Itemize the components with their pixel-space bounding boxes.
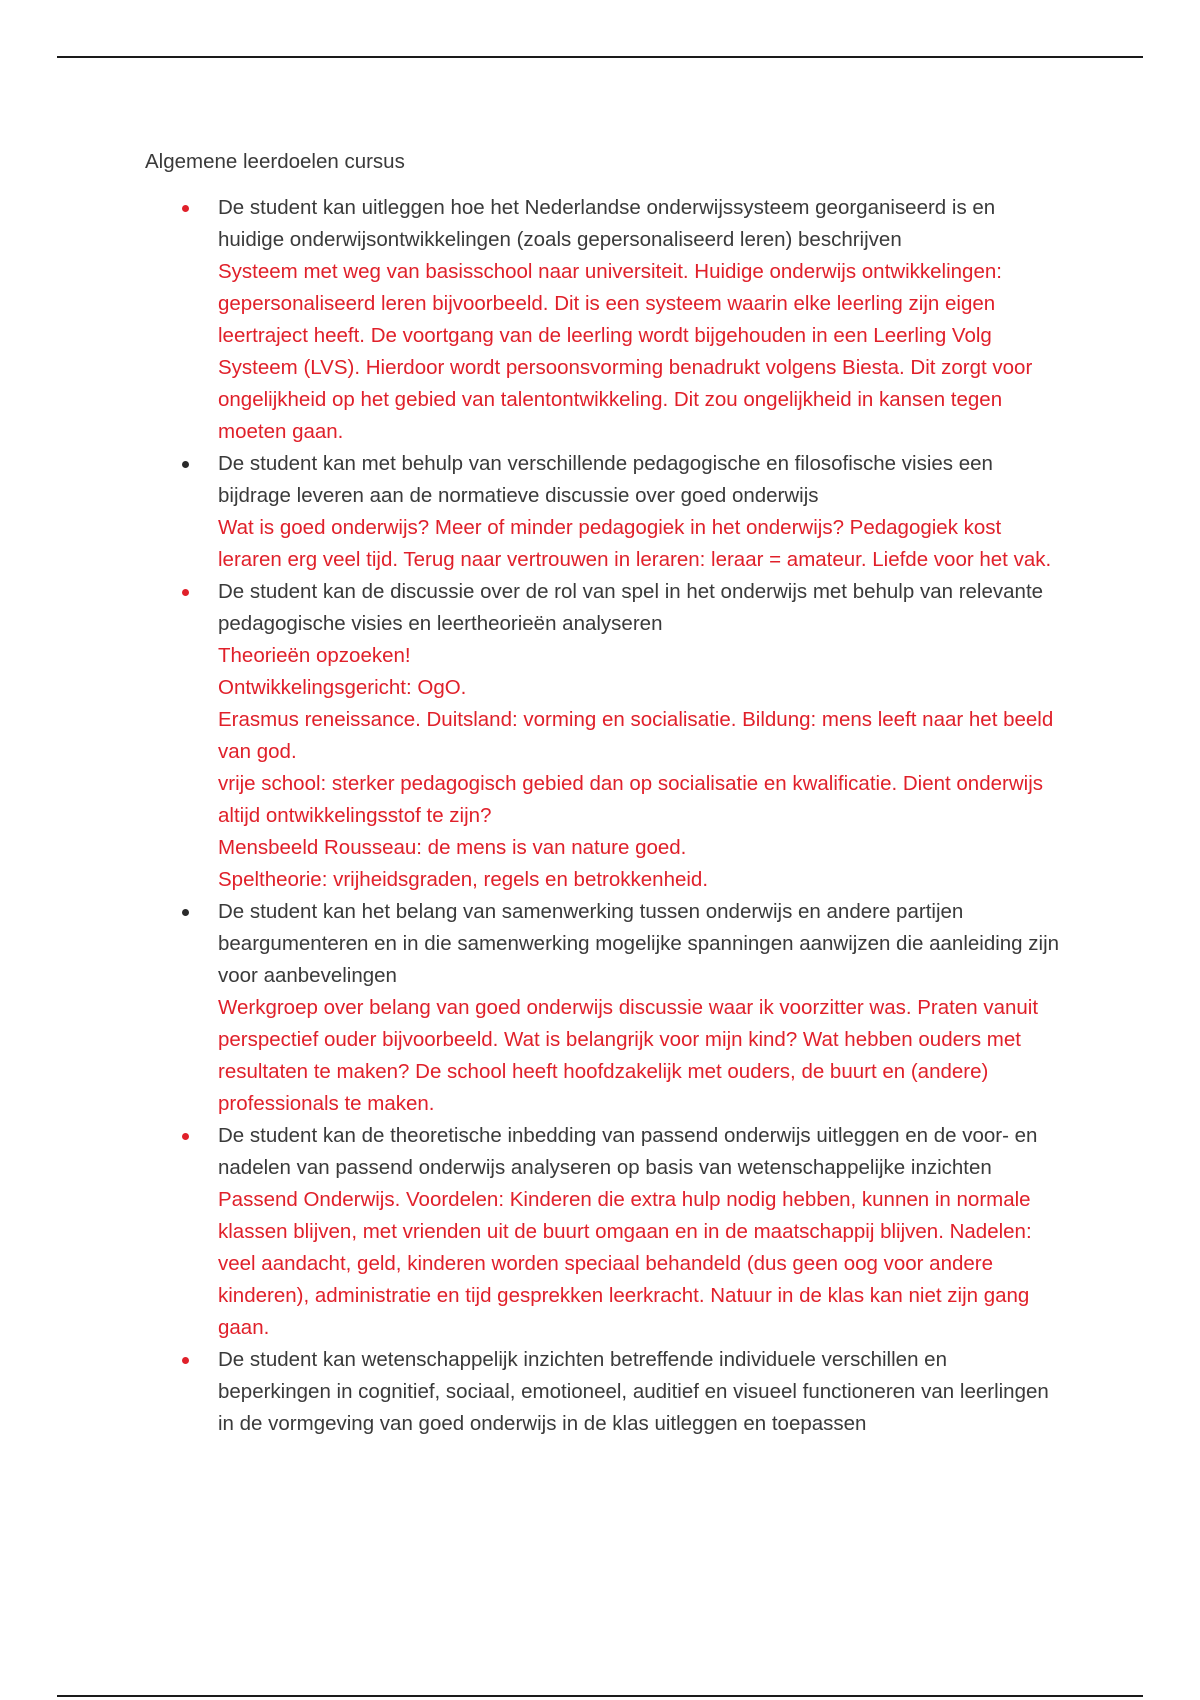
student-note: vrije school: sterker pedagogisch gebied dan op socialisatie en kwalificatie. Dient onderwijs altijd ontwikkelingsstof te zijn?	[218, 772, 1044, 827]
learning-goal-text: De student kan de theoretische inbedding van passend onderwijs uitleggen en de voor- en nadelen van passend onderwijs analyseren op basis van wetenschappelijke inzichten	[218, 1124, 1038, 1179]
student-note: Speltheorie: vrijheidsgraden, regels en betrokkenheid.	[218, 868, 709, 891]
learning-goal-item	[145, 1120, 1065, 1344]
student-note: Passend Onderwijs. Voordelen: Kinderen die extra hulp nodig hebben, kunnen in normale klassen blijven, met vrienden uit de buurt omgaan en in de maatschappij blijven. Nadelen: veel aandacht, geld, kinderen worden speciaal behandeld (dus geen oog voor andere kinderen), administratie en tijd gesprekken leerkracht. Natuur in de klas kan niet zijn gang gaan.	[218, 1188, 1032, 1339]
document-body	[145, 146, 1065, 1440]
learning-goal-text: De student kan uitleggen hoe het Nederlandse onderwijssysteem georganiseerd is en huidige onderwijsontwikkelingen (zoals gepersonaliseerd leren) beschrijven	[218, 196, 996, 251]
learning-goal-item	[145, 896, 1065, 1120]
learning-goal-text: De student kan met behulp van verschillende pedagogische en filosofische visies een bijdrage leveren aan de normatieve discussie over goed onderwijs	[218, 452, 993, 507]
learning-goals-list	[145, 192, 1065, 1440]
header-rule	[57, 56, 1143, 58]
bullet-dot-icon	[182, 1357, 189, 1364]
bullet-dot-icon	[182, 461, 189, 468]
student-note: Ontwikkelingsgericht: OgO.	[218, 676, 467, 699]
learning-goal-item	[145, 1344, 1065, 1440]
learning-goal-text: De student kan de discussie over de rol van spel in het onderwijs met behulp van relevante pedagogische visies en leertheorieën analyseren	[218, 580, 1044, 635]
learning-goal-text: De student kan wetenschappelijk inzichten betreffende individuele verschillen en beperkingen in cognitief, sociaal, emotioneel, auditief en visueel functioneren van leerlingen in de vormgeving van goed onderwijs in de klas uitleggen en toepassen	[218, 1348, 1049, 1435]
student-note: Werkgroep over belang van goed onderwijs discussie waar ik voorzitter was. Praten vanuit perspectief ouder bijvoorbeeld. Wat is belangrijk voor mijn kind? Wat hebben ouders met resultaten te maken? De school heeft hoofdzakelijk met ouders, de buurt en (andere) professionals te maken.	[218, 996, 1039, 1115]
bullet-dot-icon	[182, 589, 189, 596]
bullet-dot-icon	[182, 909, 189, 916]
learning-goal-item	[145, 576, 1065, 896]
footer-rule	[57, 1695, 1143, 1697]
document-title: Algemene leerdoelen cursus	[145, 150, 405, 173]
student-note: Theorieën opzoeken!	[218, 644, 411, 667]
student-note: Mensbeeld Rousseau: de mens is van nature goed.	[218, 836, 687, 859]
bullet-dot-icon	[182, 205, 189, 212]
bullet-dot-icon	[182, 1133, 189, 1140]
student-note: Erasmus reneissance. Duitsland: vorming en socialisatie. Bildung: mens leeft naar het beeld van god.	[218, 708, 1054, 763]
learning-goal-item	[145, 448, 1065, 576]
learning-goal-item	[145, 192, 1065, 448]
student-note: Wat is goed onderwijs? Meer of minder pedagogiek in het onderwijs? Pedagogiek kost leraren erg veel tijd. Terug naar vertrouwen in leraren: leraar = amateur. Liefde voor het vak.	[218, 516, 1052, 571]
student-note: Systeem met weg van basisschool naar universiteit. Huidige onderwijs ontwikkelingen: gepersonaliseerd leren bijvoorbeeld. Dit is een systeem waarin elke leerling zijn eigen leertraject heeft. De voortgang van de leerling wordt bijgehouden in een Leerling Volg Systeem (LVS). Hierdoor wordt persoonsvorming benadrukt volgens Biesta. Dit zorgt voor ongelijkheid op het gebied van talentontwikkeling. Dit zou ongelijkheid in kansen tegen moeten gaan.	[218, 260, 1033, 443]
learning-goal-text: De student kan het belang van samenwerking tussen onderwijs en andere partijen beargumenteren en in die samenwerking mogelijke spanningen aanwijzen die aanleiding zijn voor aanbevelingen	[218, 900, 1060, 987]
